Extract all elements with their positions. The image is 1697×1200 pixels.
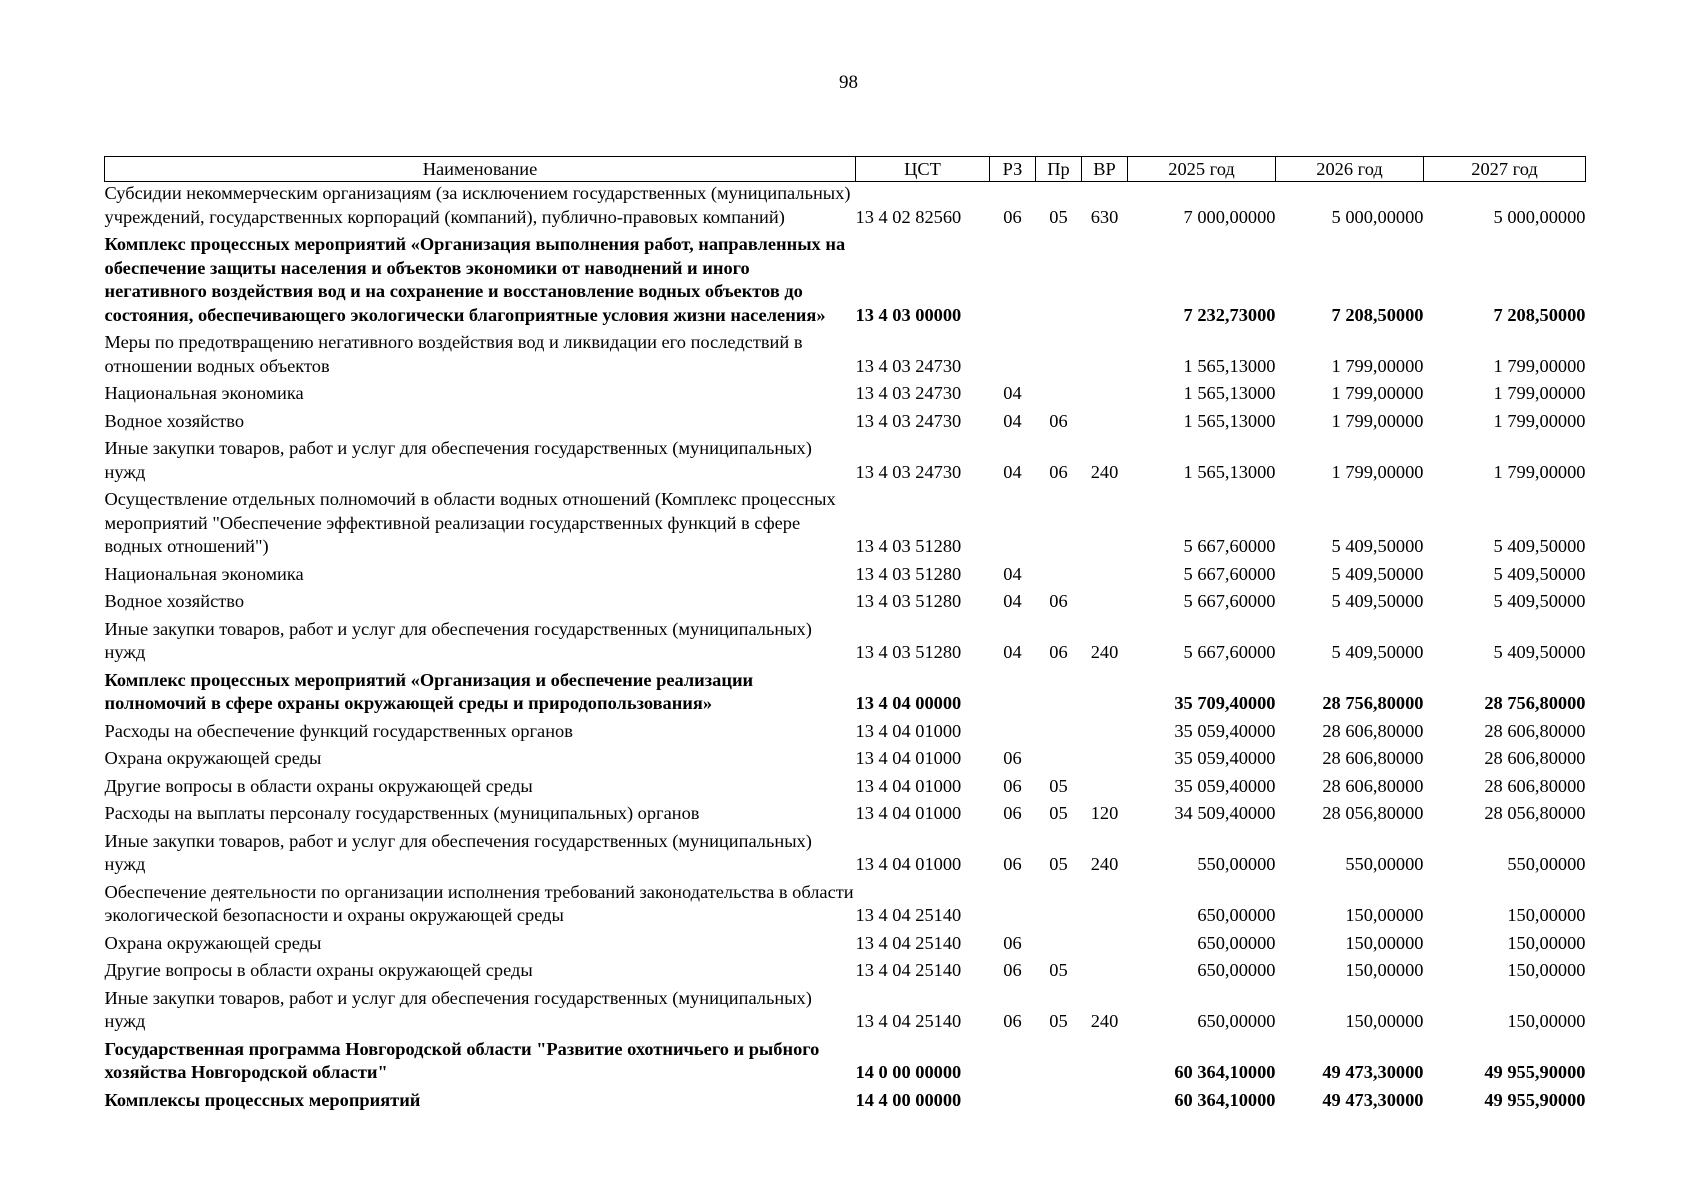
cell-cst: 13 4 04 00000	[855, 693, 962, 713]
cell-cst: 13 4 04 01000	[855, 720, 962, 741]
cell-2025: 550,00000	[1197, 854, 1276, 874]
cell-name: Охрана окружающей среды	[104, 932, 322, 953]
cell-name: Иные закупки товаров, работ и услуг для обеспечения государственных (муниципальных) нужд	[104, 830, 812, 874]
cell-2025: 34 509,40000	[1174, 803, 1276, 823]
cell-pr	[1036, 563, 1082, 591]
cell-name: Водное хозяйство	[104, 591, 245, 611]
cell-cst: 13 4 04 01000	[855, 775, 962, 796]
cell-cst: 13 4 04 25140	[855, 1011, 962, 1031]
cell-cst: 13 4 03 51280	[855, 563, 962, 584]
cell-2025: 7 232,73000	[1183, 304, 1276, 325]
cell-2026: 5 409,50000	[1331, 563, 1424, 584]
cell-cst: 13 4 04 01000	[855, 803, 962, 823]
cell-pr	[1036, 233, 1082, 331]
cell-pr: 05	[1049, 1011, 1068, 1031]
cell-2026: 28 056,80000	[1322, 803, 1424, 823]
header-2026: 2026 год	[1276, 157, 1424, 182]
cell-2025: 35 059,40000	[1174, 775, 1276, 796]
cell-2026: 150,00000	[1345, 932, 1424, 953]
cell-pr: 06	[1049, 410, 1068, 431]
cell-vr	[1082, 1089, 1128, 1117]
cell-name: Другие вопросы в области охраны окружающей среды	[104, 960, 533, 980]
cell-vr	[1082, 881, 1128, 932]
cell-2025: 35 059,40000	[1174, 720, 1276, 741]
cell-2027: 7 208,50000	[1493, 304, 1586, 325]
cell-2027: 49 955,90000	[1484, 1089, 1586, 1110]
cell-2026: 1 799,00000	[1331, 355, 1424, 376]
cell-2025: 650,00000	[1197, 1011, 1276, 1031]
cell-cst: 13 4 02 82560	[855, 206, 962, 227]
table-body	[105, 182, 1586, 1117]
cell-vr	[1082, 382, 1128, 410]
cell-2025: 1 565,13000	[1183, 383, 1276, 403]
cell-vr	[1082, 669, 1128, 720]
cell-name: Государственная программа Новгородской области "Развитие охотничьего и рыбного хозяйства Новгородской области"	[104, 1038, 820, 1082]
cell-2026: 1 799,00000	[1331, 383, 1424, 403]
cell-cst: 13 4 04 25140	[855, 960, 962, 980]
cell-rz	[990, 720, 1036, 748]
cell-2025: 650,00000	[1197, 932, 1276, 953]
cell-vr	[1082, 932, 1128, 960]
cell-2027: 5 000,00000	[1493, 206, 1586, 227]
table-row	[105, 747, 1586, 775]
cell-pr	[1036, 488, 1082, 563]
cell-rz: 04	[1003, 383, 1022, 403]
cell-2027: 28 606,80000	[1484, 775, 1586, 796]
table-row	[105, 881, 1586, 932]
cell-name: Меры по предотвращению негативного воздействия вод и ликвидации его последствий в отношении водных объектов	[104, 332, 803, 376]
table-row	[105, 1038, 1586, 1089]
header-vr: ВР	[1082, 157, 1128, 182]
cell-pr	[1036, 932, 1082, 960]
cell-cst: 13 4 03 51280	[855, 642, 962, 662]
table-row	[105, 669, 1586, 720]
cell-name: Осуществление отдельных полномочий в области водных отношений (Комплекс процессных мероприятий "Обеспечение эффективной реализации государственных функций в сфере водных отношений")	[104, 489, 836, 556]
cell-vr	[1082, 563, 1128, 591]
table-row	[105, 488, 1586, 563]
cell-vr	[1082, 410, 1128, 438]
cell-pr	[1036, 669, 1082, 720]
cell-vr: 240	[1090, 642, 1119, 662]
cell-vr: 240	[1090, 461, 1119, 482]
cell-name: Расходы на выплаты персоналу государственных (муниципальных) органов	[104, 803, 700, 823]
table-row	[105, 382, 1586, 410]
cell-2026: 7 208,50000	[1331, 304, 1424, 325]
cell-name: Охрана окружающей среды	[104, 748, 322, 768]
cell-cst: 14 0 00 00000	[855, 1062, 962, 1082]
cell-cst: 13 4 04 01000	[855, 854, 962, 874]
cell-pr	[1036, 881, 1082, 932]
table-row	[105, 775, 1586, 803]
cell-2027: 28 056,80000	[1484, 803, 1586, 823]
table-row	[105, 802, 1586, 830]
cell-2027: 28 606,80000	[1484, 748, 1586, 768]
cell-2027: 5 409,50000	[1493, 536, 1586, 556]
cell-pr: 06	[1049, 591, 1068, 611]
cell-2026: 49 473,30000	[1322, 1062, 1424, 1082]
cell-2026: 49 473,30000	[1322, 1089, 1424, 1110]
cell-rz: 06	[1003, 1011, 1022, 1031]
cell-vr: 240	[1090, 854, 1119, 874]
cell-2025: 35 709,40000	[1174, 693, 1276, 713]
cell-cst: 13 4 03 00000	[855, 304, 962, 325]
cell-vr: 240	[1090, 1011, 1119, 1031]
cell-2026: 28 756,80000	[1322, 693, 1424, 713]
cell-2027: 550,00000	[1507, 854, 1586, 874]
cell-pr: 06	[1049, 642, 1068, 662]
cell-name: Национальная экономика	[104, 383, 304, 403]
table-row	[105, 563, 1586, 591]
cell-2026: 150,00000	[1345, 1011, 1424, 1031]
cell-rz: 04	[1003, 563, 1022, 584]
table-row	[105, 1089, 1586, 1117]
cell-vr	[1082, 331, 1128, 382]
table-row	[105, 182, 1586, 234]
cell-vr: 630	[1090, 206, 1119, 227]
cell-2025: 5 667,60000	[1183, 536, 1276, 556]
cell-2027: 5 409,50000	[1493, 563, 1586, 584]
table-header-row	[105, 157, 1586, 182]
cell-2026: 28 606,80000	[1322, 748, 1424, 768]
cell-vr	[1082, 233, 1128, 331]
cell-name: Иные закупки товаров, работ и услуг для обеспечения государственных (муниципальных) нужд	[104, 438, 812, 482]
cell-name: Другие вопросы в области охраны окружающей среды	[104, 775, 533, 796]
cell-2025: 650,00000	[1197, 905, 1276, 925]
table-row	[105, 987, 1586, 1038]
cell-pr	[1036, 747, 1082, 775]
cell-2027: 1 799,00000	[1493, 355, 1586, 376]
cell-pr	[1036, 1038, 1082, 1089]
cell-cst: 13 4 03 51280	[855, 536, 962, 556]
cell-2025: 1 565,13000	[1183, 355, 1276, 376]
cell-cst: 13 4 03 24730	[855, 355, 962, 376]
cell-2027: 1 799,00000	[1493, 410, 1586, 431]
cell-vr	[1082, 590, 1128, 618]
cell-2027: 49 955,90000	[1484, 1062, 1586, 1082]
cell-cst: 13 4 03 51280	[855, 591, 962, 611]
cell-name: Иные закупки товаров, работ и услуг для обеспечения государственных (муниципальных) нужд	[104, 987, 812, 1031]
cell-rz: 04	[1003, 461, 1022, 482]
cell-rz: 06	[1003, 803, 1022, 823]
cell-vr	[1082, 775, 1128, 803]
cell-rz: 06	[1003, 748, 1022, 768]
cell-cst: 13 4 03 24730	[855, 383, 962, 403]
cell-2026: 150,00000	[1345, 960, 1424, 980]
cell-2027: 28 756,80000	[1484, 693, 1586, 713]
cell-pr	[1036, 1089, 1082, 1117]
cell-vr	[1082, 1038, 1128, 1089]
cell-2025: 7 000,00000	[1183, 206, 1276, 227]
cell-pr	[1036, 331, 1082, 382]
cell-rz: 06	[1003, 775, 1022, 796]
cell-2025: 60 364,10000	[1174, 1089, 1276, 1110]
cell-rz	[990, 1089, 1036, 1117]
cell-2025: 1 565,13000	[1183, 410, 1276, 431]
cell-rz	[990, 881, 1036, 932]
cell-2027: 1 799,00000	[1493, 461, 1586, 482]
cell-2027: 28 606,80000	[1484, 720, 1586, 741]
cell-pr: 05	[1049, 803, 1068, 823]
cell-2027: 5 409,50000	[1493, 591, 1586, 611]
cell-2026: 5 409,50000	[1331, 591, 1424, 611]
table-row	[105, 410, 1586, 438]
header-cst: ЦСТ	[856, 157, 990, 182]
header-name: Наименование	[105, 157, 856, 182]
cell-2025: 60 364,10000	[1174, 1062, 1276, 1082]
cell-vr	[1082, 959, 1128, 987]
cell-name: Комплекс процессных мероприятий «Организация выполнения работ, направленных на обеспечение защиты населения и объектов экономики от наводнений и иного негативного воздействия вод и на сохранение и восстановление водных объектов до состояния, обеспечивающего экологически благоприятные условия жизни населения»	[104, 234, 846, 325]
cell-2027: 1 799,00000	[1493, 383, 1586, 403]
cell-rz	[990, 331, 1036, 382]
cell-2026: 1 799,00000	[1331, 461, 1424, 482]
cell-2025: 1 565,13000	[1183, 461, 1276, 482]
cell-name: Расходы на обеспечение функций государственных органов	[104, 720, 573, 741]
cell-name: Субсидии некоммерческим организациям (за исключением государственных (муниципальных) учреждений, государственных корпораций (компаний), публично-правовых компаний)	[104, 183, 851, 227]
cell-pr: 05	[1049, 854, 1068, 874]
cell-2025: 5 667,60000	[1183, 642, 1276, 662]
table-row	[105, 437, 1586, 488]
cell-2026: 28 606,80000	[1322, 775, 1424, 796]
cell-pr: 05	[1049, 775, 1068, 796]
cell-rz	[990, 488, 1036, 563]
cell-rz: 06	[1003, 206, 1022, 227]
cell-2026: 1 799,00000	[1331, 410, 1424, 431]
table-row	[105, 959, 1586, 987]
cell-vr	[1082, 488, 1128, 563]
header-rz: РЗ	[990, 157, 1036, 182]
cell-pr: 05	[1049, 960, 1068, 980]
cell-pr	[1036, 382, 1082, 410]
cell-2027: 150,00000	[1507, 932, 1586, 953]
cell-2026: 550,00000	[1345, 854, 1424, 874]
header-pr: Пр	[1036, 157, 1082, 182]
cell-cst: 13 4 03 24730	[855, 461, 962, 482]
table-row	[105, 830, 1586, 881]
table-row	[105, 331, 1586, 382]
cell-2025: 5 667,60000	[1183, 563, 1276, 584]
cell-vr: 120	[1090, 803, 1119, 823]
cell-rz: 06	[1003, 854, 1022, 874]
cell-cst: 14 4 00 00000	[855, 1089, 962, 1110]
cell-pr	[1036, 720, 1082, 748]
cell-2027: 5 409,50000	[1493, 642, 1586, 662]
cell-vr	[1082, 720, 1128, 748]
table-row	[105, 932, 1586, 960]
cell-rz: 06	[1003, 960, 1022, 980]
cell-rz	[990, 1038, 1036, 1089]
cell-name: Обеспечение деятельности по организации исполнения требований законодательства в области экологической безопасности и охраны окружающей среды	[104, 881, 854, 925]
table-row	[105, 590, 1586, 618]
cell-rz: 04	[1003, 410, 1022, 431]
budget-table	[104, 156, 1586, 1116]
cell-name: Национальная экономика	[104, 563, 304, 584]
table-row	[105, 720, 1586, 748]
cell-rz: 06	[1003, 932, 1022, 953]
cell-rz	[990, 233, 1036, 331]
header-2027: 2027 год	[1424, 157, 1586, 182]
cell-name: Иные закупки товаров, работ и услуг для обеспечения государственных (муниципальных) нужд	[104, 618, 812, 662]
cell-2026: 5 409,50000	[1331, 642, 1424, 662]
cell-name: Комплексы процессных мероприятий	[104, 1089, 421, 1110]
cell-2025: 35 059,40000	[1174, 748, 1276, 768]
cell-2026: 5 409,50000	[1331, 536, 1424, 556]
cell-2026: 150,00000	[1345, 905, 1424, 925]
cell-cst: 13 4 04 25140	[855, 905, 962, 925]
page-number: 98	[839, 72, 858, 93]
table-row	[105, 618, 1586, 669]
cell-2027: 150,00000	[1507, 960, 1586, 980]
cell-vr	[1082, 747, 1128, 775]
cell-pr: 06	[1049, 461, 1068, 482]
cell-2025: 5 667,60000	[1183, 591, 1276, 611]
cell-2027: 150,00000	[1507, 905, 1586, 925]
header-2025: 2025 год	[1128, 157, 1276, 182]
cell-name: Комплекс процессных мероприятий «Организация и обеспечение реализации полномочий в сфере охраны окружающей среды и природопользования»	[104, 669, 754, 713]
cell-rz: 04	[1003, 642, 1022, 662]
cell-2025: 650,00000	[1197, 960, 1276, 980]
cell-2026: 5 000,00000	[1331, 206, 1424, 227]
cell-name: Водное хозяйство	[104, 410, 245, 431]
cell-cst: 13 4 04 01000	[855, 748, 962, 768]
cell-pr: 05	[1049, 206, 1068, 227]
table-row	[105, 233, 1586, 331]
cell-cst: 13 4 04 25140	[855, 932, 962, 953]
cell-cst: 13 4 03 24730	[855, 410, 962, 431]
cell-2026: 28 606,80000	[1322, 720, 1424, 741]
cell-2027: 150,00000	[1507, 1011, 1586, 1031]
cell-rz: 04	[1003, 591, 1022, 611]
cell-rz	[990, 669, 1036, 720]
